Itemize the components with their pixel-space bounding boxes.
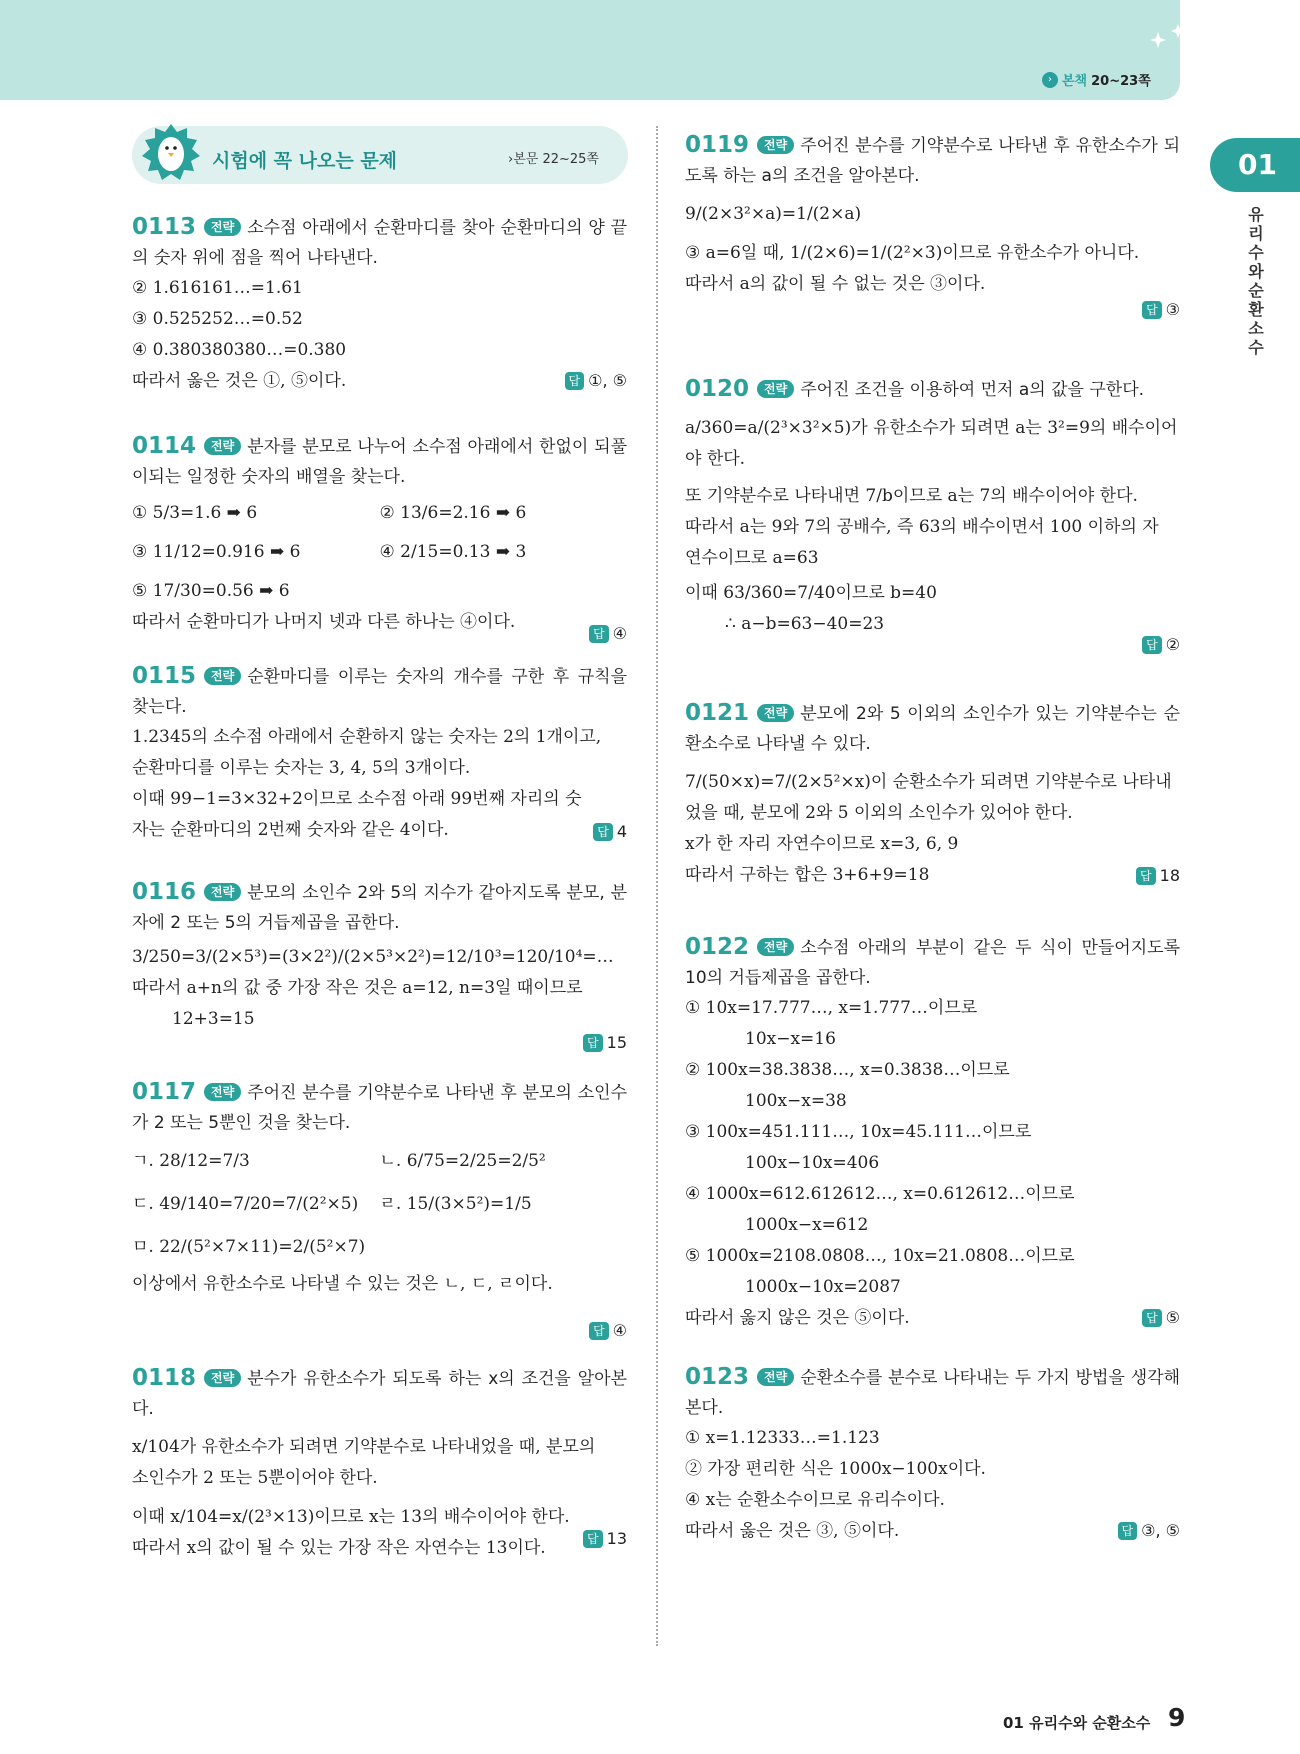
solution-line: 이때 63/360=7/40이므로 b=40 — [685, 583, 937, 603]
answer-value: 13 — [606, 1529, 627, 1548]
solution-line: x가 한 자리 자연수이므로 x=3, 6, 9 — [685, 834, 959, 854]
strategy-text: 분모에 2와 5 이외의 소인수가 있는 기약분수는 순환소수로 나타낼 수 있다. — [685, 704, 1180, 754]
answer — [1118, 1515, 1180, 1546]
choice-4: ④ 2/15=0.13 ➡ 3 — [379, 542, 527, 562]
conclusion: 따라서 옳은 것은 ①, ⑤이다. — [132, 371, 347, 391]
equation: 3/250=3/(2×5³)=(3×2²)/(2×5³×2²)=12/10³=120/10⁴=… — [132, 947, 614, 967]
strategy-text: 소수점 아래에서 순환마디를 찾아 순환마디의 양 끝의 숫자 위에 점을 찍어 나타낸다. — [132, 218, 627, 268]
solution-line: ③ a=6일 때, 1/(2×6)=1/(2²×3)이므로 유한소수가 아니다. — [685, 243, 1140, 263]
right-column — [685, 130, 1180, 1541]
solution-line: 따라서 a는 9와 7의 공배수, 즉 63의 배수이면서 100 이하의 자 — [685, 517, 1159, 537]
penguin-mascot-icon — [136, 122, 206, 188]
answer-badge: 답 — [1118, 1522, 1138, 1540]
solution-line: ② 가장 편리한 식은 1000x−100x이다. — [685, 1459, 986, 1479]
problem-0122 — [685, 932, 1180, 1328]
problem-0118 — [132, 1363, 627, 1558]
item-n: ㄴ. 6/75=2/25=2/5² — [379, 1151, 546, 1171]
solution-line: 또 기약분수로 나타내면 7/b이므로 a는 7의 배수이어야 한다. — [685, 486, 1138, 506]
strategy-text: 순환마디를 이루는 숫자의 개수를 구한 후 규칙을 찾는다. — [132, 667, 627, 717]
top-band — [0, 0, 1180, 100]
problem-header — [685, 374, 1180, 405]
ref-label: 본책 — [1062, 74, 1088, 89]
strategy-tag: 전략 — [757, 136, 794, 154]
left-column — [132, 212, 627, 1558]
choice-5: ⑤ 17/30=0.56 ➡ 6 — [132, 581, 290, 601]
answer — [565, 365, 627, 396]
problem-0116 — [132, 877, 627, 1053]
strategy-tag: 전략 — [204, 883, 241, 901]
problem-number: 0120 — [685, 376, 750, 402]
solution-line: 따라서 구하는 합은 3+6+9=18 — [685, 865, 930, 885]
banner-title: 시험에 꼭 나오는 문제 — [212, 150, 398, 172]
strategy-text: 소수점 아래의 부분이 같은 두 식이 만들어지도록 10의 거듭제곱을 곱한다. — [685, 938, 1180, 988]
answer-value: ③, ⑤ — [1141, 1521, 1180, 1540]
solution-line: 자는 순환마디의 2번째 숫자와 같은 4이다. — [132, 820, 449, 840]
page-number: 9 — [1168, 1703, 1186, 1732]
problem-0121 — [685, 698, 1180, 898]
strategy-tag: 전략 — [204, 218, 241, 236]
answer — [583, 1027, 627, 1058]
item-g: ㄱ. 28/12=7/3 — [132, 1151, 250, 1171]
strategy-text: 순환소수를 분수로 나타내는 두 가지 방법을 생각해 본다. — [685, 1368, 1180, 1418]
solution-line: 연수이므로 a=63 — [685, 548, 819, 568]
item-r: ㄹ. 15/(3×5²)=1/5 — [379, 1194, 532, 1214]
answer — [1142, 1302, 1180, 1333]
answer-value: 18 — [1159, 866, 1180, 885]
strategy-tag: 전략 — [204, 437, 241, 455]
answer — [589, 618, 627, 649]
choice-3: ③ 11/12=0.916 ➡ 6 — [132, 542, 301, 562]
answer-badge: 답 — [583, 1034, 603, 1052]
banner-ref-text: 본문 22~25쪽 — [513, 152, 599, 167]
conclusion: 따라서 x의 값이 될 수 있는 가장 작은 자연수는 13이다. — [132, 1538, 546, 1558]
problem-0115 — [132, 661, 627, 847]
answer-value: 15 — [606, 1033, 627, 1052]
conclusion: 따라서 옳지 않은 것은 ⑤이다. — [685, 1308, 910, 1328]
solution-line: x/104가 유한소수가 되려면 기약분수로 나타내었을 때, 분모의 — [132, 1437, 596, 1457]
answer-badge: 답 — [593, 823, 613, 841]
solution-line: ④ 1000x=612.612612…, x=0.612612…이므로 — [685, 1184, 1075, 1204]
problem-number: 0114 — [132, 433, 197, 459]
problem-number: 0121 — [685, 700, 750, 726]
problem-header — [132, 212, 627, 273]
conclusion: 이상에서 유한소수로 나타낼 수 있는 것은 ㄴ, ㄷ, ㄹ이다. — [132, 1274, 553, 1294]
problem-header — [132, 1077, 627, 1138]
strategy-tag: 전략 — [204, 1369, 241, 1387]
problem-header — [685, 698, 1180, 759]
answer-badge: 답 — [565, 372, 585, 390]
strategy-tag: 전략 — [757, 704, 794, 722]
answer — [589, 1315, 627, 1346]
solution-line: 100x−x=38 — [745, 1091, 847, 1111]
answer-badge: 답 — [1142, 636, 1162, 654]
problem-number: 0115 — [132, 663, 197, 689]
problem-header — [685, 130, 1180, 191]
strategy-text: 분모의 소인수 2와 5의 지수가 같아지도록 분모, 분자에 2 또는 5의 거듭제곱을 곱한다. — [132, 883, 627, 933]
solution-line: 1000x−10x=2087 — [745, 1277, 901, 1297]
solution-line: 이때 99−1=3×32+2이므로 소수점 아래 99번째 자리의 숫 — [132, 789, 582, 809]
solution-line: ∴ a−b=63−40=23 — [725, 614, 885, 634]
solution-line: 야 한다. — [685, 449, 746, 469]
strategy-tag: 전략 — [757, 1368, 794, 1386]
answer-badge: 답 — [1136, 867, 1156, 885]
answer-badge: 답 — [589, 1322, 609, 1340]
answer-badge: 답 — [583, 1530, 603, 1548]
strategy-text: 주어진 분수를 기약분수로 나타낸 후 분모의 소인수가 2 또는 5뿐인 것을 찾는다. — [132, 1083, 627, 1133]
problem-number: 0123 — [685, 1364, 750, 1390]
solution-line: 100x−10x=406 — [745, 1153, 880, 1173]
solution-line: 소인수가 2 또는 5뿐이어야 한다. — [132, 1468, 378, 1488]
problem-0113 — [132, 212, 627, 402]
sparkle-icon — [1150, 22, 1190, 52]
conclusion: 따라서 a의 값이 될 수 없는 것은 ③이다. — [685, 274, 986, 294]
item-d: ㄷ. 49/140=7/20=7/(2²×5) — [132, 1194, 359, 1214]
problem-header — [132, 877, 627, 938]
choice-1: ① 5/3=1.6 ➡ 6 — [132, 503, 258, 523]
problem-header — [132, 661, 627, 722]
solution-line: 1000x−x=612 — [745, 1215, 869, 1235]
strategy-tag: 전략 — [757, 380, 794, 398]
solution-line: a/360=a/(2³×3²×5)가 유한소수가 되려면 a는 3²=9의 배수이어 — [685, 418, 1178, 438]
problem-header — [685, 1362, 1180, 1423]
problem-number: 0122 — [685, 934, 750, 960]
answer-value: 4 — [616, 822, 627, 841]
strategy-text: 분수가 유한소수가 되도록 하는 x의 조건을 알아본다. — [132, 1369, 627, 1419]
problem-0119 — [685, 130, 1180, 330]
strategy-tag: 전략 — [204, 667, 241, 685]
strategy-text: 주어진 조건을 이용하여 먼저 a의 값을 구한다. — [800, 380, 1145, 400]
problem-header — [132, 1363, 627, 1424]
problem-0120 — [685, 374, 1180, 664]
chapter-title-text: 유 리 수 와 순 환 소 수 — [1248, 205, 1264, 357]
chapter-vertical-title — [1244, 205, 1268, 357]
problem-number: 0117 — [132, 1079, 197, 1105]
choice-2: ② 13/6=2.16 ➡ 6 — [379, 503, 527, 523]
answer — [593, 816, 627, 847]
column-divider — [656, 126, 658, 1646]
conclusion: 따라서 순환마디가 나머지 넷과 다른 하나는 ④이다. — [132, 612, 516, 632]
problem-number: 0119 — [685, 132, 750, 158]
answer-value: ④ — [612, 624, 627, 643]
solution-line: ⑤ 1000x=2108.0808…, 10x=21.0808…이므로 — [685, 1246, 1075, 1266]
textbook-page-reference — [1042, 70, 1151, 89]
answer-badge: 답 — [1142, 1309, 1162, 1327]
answer-value: ④ — [612, 1321, 627, 1340]
solution-line: ③ 100x=451.111…, 10x=45.111…이므로 — [685, 1122, 1032, 1142]
problem-header — [685, 932, 1180, 993]
strategy-text: 주어진 분수를 기약분수로 나타낸 후 유한소수가 되도록 하는 a의 조건을 알아본다. — [685, 136, 1180, 186]
solution-line: 따라서 a+n의 값 중 가장 작은 것은 a=12, n=3일 때이므로 — [132, 978, 583, 998]
banner-page-reference: ›본문 22~25쪽 — [508, 152, 599, 167]
problem-0117 — [132, 1077, 627, 1349]
strategy-tag: 전략 — [757, 938, 794, 956]
problem-number: 0118 — [132, 1365, 197, 1391]
solution-line: 12+3=15 — [172, 1009, 255, 1029]
answer-value: ①, ⑤ — [588, 371, 627, 390]
problem-0114 — [132, 431, 627, 649]
solution-line: 10x−x=16 — [745, 1029, 836, 1049]
solution-line: ④ 0.380380380…=0.380 — [132, 340, 347, 360]
answer-value: ③ — [1165, 300, 1180, 319]
solution-line: ② 1.616161…=1.61 — [132, 278, 303, 298]
chapter-tab: 01 — [1210, 138, 1300, 192]
footer-chapter-title: 01 유리수와 순환소수 — [1003, 1714, 1151, 1732]
solution-line: ④ x는 순환소수이므로 유리수이다. — [685, 1490, 945, 1510]
strategy-text: 분자를 분모로 나누어 소수점 아래에서 한없이 되풀이되는 일정한 숫자의 배열을 찾는다. — [132, 437, 627, 487]
item-m: ㅁ. 22/(5²×7×11)=2/(5²×7) — [132, 1237, 366, 1257]
solution-line: 순환마디를 이루는 숫자는 3, 4, 5의 3개이다. — [132, 758, 471, 778]
solution-line: 이때 x/104=x/(2³×13)이므로 x는 13의 배수이어야 한다. — [132, 1507, 570, 1527]
conclusion: 따라서 옳은 것은 ③, ⑤이다. — [685, 1521, 900, 1541]
answer — [1136, 860, 1180, 891]
solution-line: 1.2345의 소수점 아래에서 순환하지 않는 숫자는 2의 1개이고, — [132, 727, 602, 747]
solution-line: 었을 때, 분모에 2와 5 이외의 소인수가 있어야 한다. — [685, 803, 1073, 823]
answer-badge: 답 — [589, 625, 609, 643]
solution-line: ③ 0.525252…=0.52 — [132, 309, 303, 329]
answer-value: ② — [1165, 635, 1180, 654]
answer-badge: 답 — [1142, 301, 1162, 319]
problem-0123 — [685, 1362, 1180, 1541]
strategy-tag: 전략 — [204, 1083, 241, 1101]
answer — [1142, 629, 1180, 660]
solution-line: ① 10x=17.777…, x=1.777…이므로 — [685, 998, 978, 1018]
equation: 9/(2×3²×a)=1/(2×a) — [685, 204, 862, 224]
answer — [1142, 294, 1180, 325]
problem-header — [132, 431, 627, 492]
chevron-right-icon: › — [1042, 72, 1058, 88]
ref-pages: 20~23쪽 — [1091, 74, 1151, 89]
problem-number: 0116 — [132, 879, 197, 905]
solution-line: ① x=1.12333…=1.123 — [685, 1428, 880, 1448]
answer-value: ⑤ — [1165, 1308, 1180, 1327]
answer — [579, 1523, 627, 1554]
solution-line: ② 100x=38.3838…, x=0.3838…이므로 — [685, 1060, 1010, 1080]
solution-line: 7/(50×x)=7/(2×5²×x)이 순환소수가 되려면 기약분수로 나타내 — [685, 772, 1172, 792]
problem-number: 0113 — [132, 214, 197, 240]
